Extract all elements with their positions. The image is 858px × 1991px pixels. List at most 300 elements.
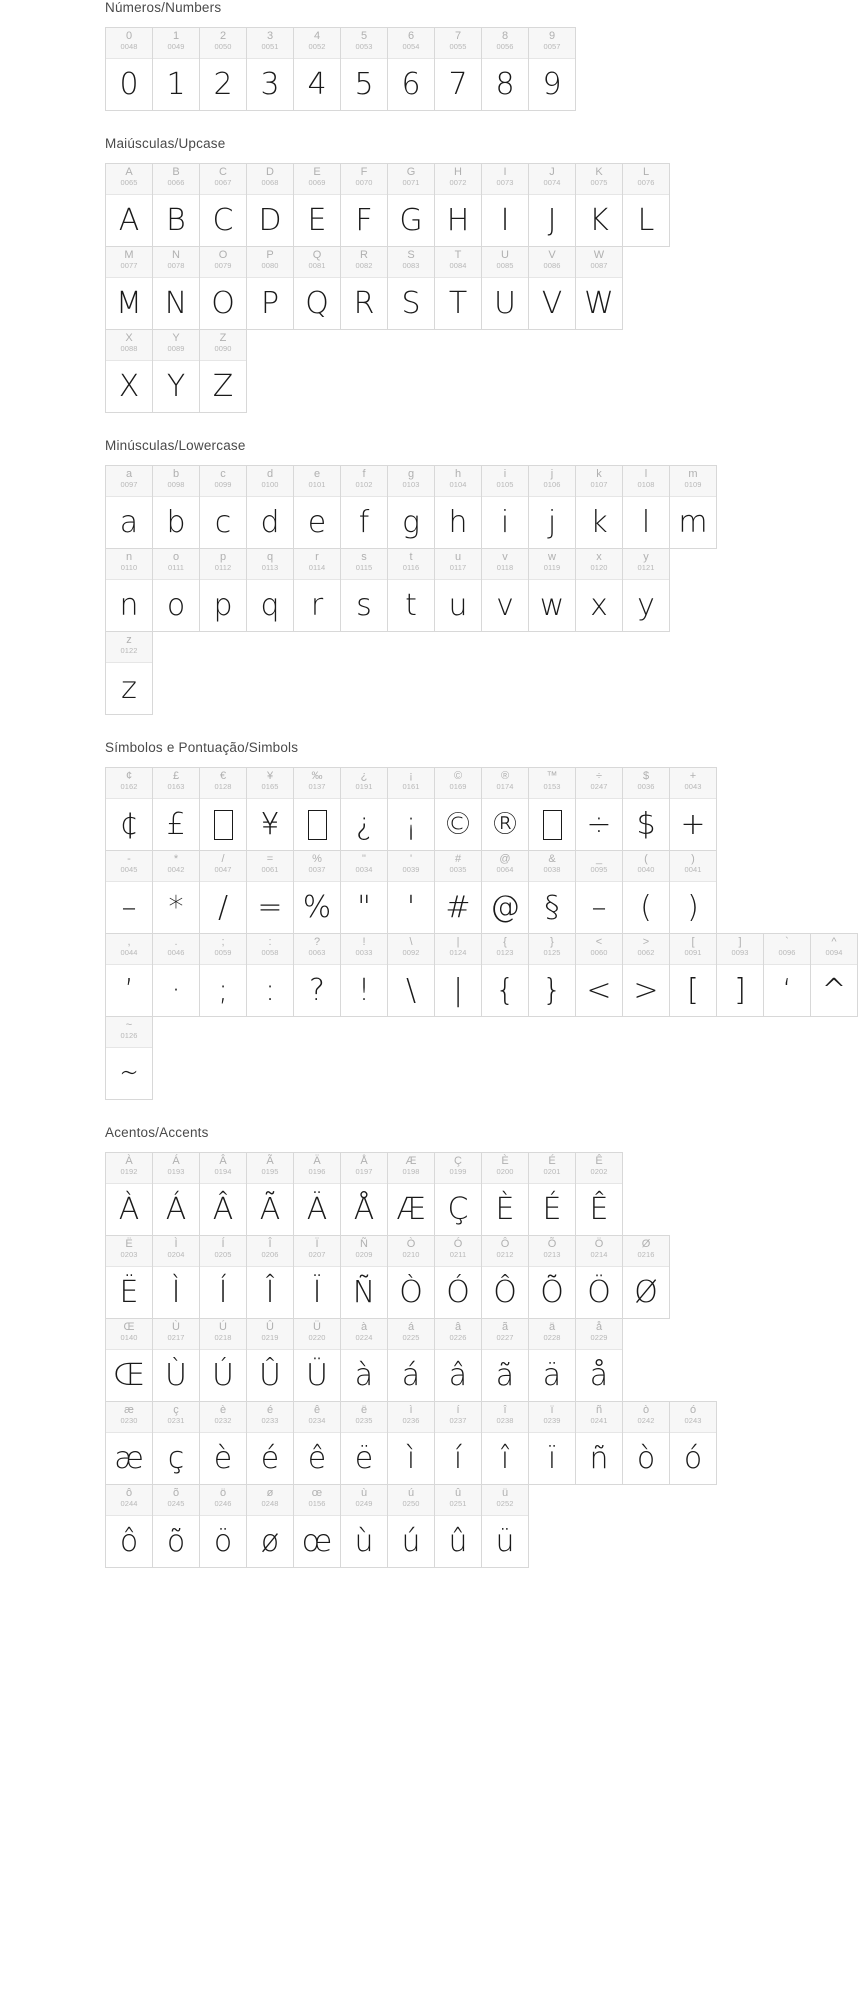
glyph-char-label: ¡	[409, 770, 413, 782]
glyph-cell[interactable]	[623, 851, 670, 934]
glyph-char-label: È	[501, 1155, 509, 1167]
glyph-sample: ®	[490, 806, 520, 842]
glyph-cell[interactable]	[576, 768, 623, 851]
glyph-sample: ^	[821, 972, 847, 1008]
glyph-cell[interactable]	[388, 1402, 435, 1485]
glyph-char-label: L	[642, 166, 650, 178]
glyph-cell[interactable]	[153, 1485, 200, 1568]
glyph-char-label: F	[360, 166, 368, 178]
glyph-sample: q	[260, 587, 280, 623]
glyph-char-label: 2	[219, 30, 227, 42]
glyph-cell-header	[200, 1485, 246, 1516]
glyph-cell[interactable]	[341, 1236, 388, 1319]
glyph-sample: !	[357, 972, 371, 1008]
glyph-code-label: 0098	[167, 480, 185, 489]
glyph-cell[interactable]	[435, 768, 482, 851]
glyph-cell[interactable]	[388, 768, 435, 851]
glyph-cell-header	[482, 1153, 528, 1184]
glyph-cell[interactable]	[200, 549, 247, 632]
glyph-cell-header	[435, 1485, 481, 1516]
glyph-cell[interactable]	[764, 934, 811, 1017]
glyph-sample: ç	[167, 1440, 185, 1476]
glyph-cell[interactable]	[153, 1402, 200, 1485]
glyph-cell-header	[341, 466, 387, 497]
glyph-cell-header	[529, 1402, 575, 1433]
glyph-code-label: 0034	[355, 865, 373, 874]
glyph-cell[interactable]	[200, 934, 247, 1017]
glyph-char-label: ï	[550, 1404, 554, 1416]
glyph-cell[interactable]	[576, 247, 623, 330]
glyph-cell-header	[294, 164, 340, 195]
glyph-char-label: ú	[407, 1487, 415, 1499]
glyph-cell[interactable]	[482, 466, 529, 549]
glyph-code-label: 0210	[402, 1250, 420, 1259]
glyph-char-label: i	[503, 468, 507, 480]
glyph-char-label: Í	[221, 1238, 225, 1250]
glyph-cell-header	[106, 330, 152, 361]
glyph-cell[interactable]	[294, 1153, 341, 1236]
glyph-cell[interactable]	[341, 1402, 388, 1485]
glyph-cell[interactable]	[294, 28, 341, 111]
glyph-cell[interactable]	[482, 1402, 529, 1485]
glyph-cell-header	[247, 1402, 293, 1433]
glyph-cell[interactable]	[388, 247, 435, 330]
glyph-cell[interactable]	[247, 1153, 294, 1236]
glyph-sample: ’	[124, 972, 134, 1008]
glyph-cell[interactable]	[670, 466, 717, 549]
glyph-sample: Ú	[212, 1357, 234, 1393]
glyph-cell[interactable]	[576, 1319, 623, 1402]
glyph-cell[interactable]	[247, 466, 294, 549]
glyph-cell[interactable]	[388, 28, 435, 111]
glyph-code-label: 0169	[449, 782, 467, 791]
glyph-cell-header	[247, 466, 293, 497]
glyph-char-label: b	[172, 468, 180, 480]
glyph-cell[interactable]	[341, 1153, 388, 1236]
glyph-char-label: @	[499, 853, 511, 865]
glyph-cell[interactable]	[388, 466, 435, 549]
glyph-char-label: x	[596, 551, 602, 563]
glyph-cell[interactable]	[106, 1017, 153, 1100]
glyph-char-label: A	[125, 166, 133, 178]
glyph-cell[interactable]	[200, 28, 247, 111]
glyph-cell[interactable]	[576, 1402, 623, 1485]
glyph-sample: î	[500, 1440, 510, 1476]
glyph-cell[interactable]	[341, 28, 388, 111]
glyph-cell[interactable]	[153, 28, 200, 111]
glyph-sample: §	[544, 889, 560, 925]
glyph-cell[interactable]	[247, 1402, 294, 1485]
glyph-cell[interactable]	[623, 164, 670, 247]
glyph-cell[interactable]	[247, 1485, 294, 1568]
glyph-cell[interactable]	[106, 1236, 153, 1319]
glyph-cell[interactable]	[529, 1153, 576, 1236]
glyph-cell[interactable]	[576, 1153, 623, 1236]
glyph-cell[interactable]	[482, 851, 529, 934]
glyph-cell[interactable]	[388, 549, 435, 632]
glyph-cell-header	[623, 164, 669, 195]
glyph-cell[interactable]	[670, 1402, 717, 1485]
glyph-cell[interactable]	[670, 934, 717, 1017]
glyph-cell[interactable]	[200, 851, 247, 934]
glyph-sample: Å	[353, 1191, 375, 1227]
glyph-cell[interactable]	[623, 549, 670, 632]
glyph-cell[interactable]	[247, 247, 294, 330]
glyph-code-label: 0040	[637, 865, 655, 874]
glyph-cell[interactable]	[576, 164, 623, 247]
glyph-cell[interactable]	[529, 851, 576, 934]
glyph-cell[interactable]	[576, 1236, 623, 1319]
glyph-cell[interactable]	[576, 851, 623, 934]
glyph-cell-header	[623, 768, 669, 799]
glyph-cell[interactable]	[341, 851, 388, 934]
glyph-cell[interactable]	[623, 768, 670, 851]
glyph-cell-header	[341, 1485, 387, 1516]
glyph-sample: A	[118, 202, 140, 238]
glyph-cell[interactable]	[294, 164, 341, 247]
glyph-cell[interactable]	[388, 934, 435, 1017]
glyph-char-label: Î	[268, 1238, 272, 1250]
glyph-cell[interactable]	[529, 1236, 576, 1319]
glyph-cell[interactable]	[294, 247, 341, 330]
glyph-char-label: t	[409, 551, 413, 563]
glyph-cell[interactable]	[247, 1236, 294, 1319]
glyph-cell[interactable]	[247, 934, 294, 1017]
glyph-sample: R	[353, 285, 375, 321]
glyph-cell[interactable]	[435, 164, 482, 247]
glyph-char-label: &	[548, 853, 556, 865]
glyph-cell-header	[153, 1402, 199, 1433]
glyph-sample: w	[539, 587, 565, 623]
glyph-cell[interactable]	[153, 466, 200, 549]
glyph-sample: l	[641, 504, 651, 540]
glyph-cell[interactable]	[341, 768, 388, 851]
glyph-cell[interactable]	[153, 164, 200, 247]
glyph-cell[interactable]	[482, 1236, 529, 1319]
glyph-char-label: +	[689, 770, 697, 782]
glyph-cell[interactable]	[106, 1402, 153, 1485]
glyph-cell[interactable]	[294, 1319, 341, 1402]
glyph-cell[interactable]	[106, 768, 153, 851]
glyph-cell[interactable]	[482, 1153, 529, 1236]
glyph-sample: T	[448, 285, 468, 321]
glyph-code-label: 0094	[825, 948, 843, 957]
glyph-cell[interactable]	[341, 1485, 388, 1568]
glyph-char-label: M	[124, 249, 134, 261]
glyph-sample: ö	[213, 1523, 233, 1559]
glyph-code-label: 0068	[261, 178, 279, 187]
glyph-code-label: 0060	[590, 948, 608, 957]
glyph-sample: û	[448, 1523, 468, 1559]
glyph-char-label: û	[454, 1487, 462, 1499]
glyph-char-label: "	[362, 853, 366, 865]
glyph-sample: ?	[309, 972, 325, 1008]
glyph-cell[interactable]	[294, 851, 341, 934]
glyph-cell[interactable]	[200, 466, 247, 549]
glyph-cell[interactable]	[341, 164, 388, 247]
glyph-sample: ï	[547, 1440, 557, 1476]
glyph-cell[interactable]	[247, 164, 294, 247]
glyph-char-label: w	[548, 551, 556, 563]
glyph-cell[interactable]	[576, 466, 623, 549]
glyph-sample: Ò	[399, 1274, 423, 1310]
glyph-char-label: e	[313, 468, 321, 480]
glyph-cell[interactable]	[670, 768, 717, 851]
glyph-cell[interactable]	[341, 247, 388, 330]
glyph-cell[interactable]	[435, 1485, 482, 1568]
glyph-sample: È	[495, 1191, 515, 1227]
glyph-cell[interactable]	[106, 549, 153, 632]
glyph-cell[interactable]	[529, 549, 576, 632]
glyph-cell[interactable]	[482, 768, 529, 851]
glyph-code-label: 0084	[449, 261, 467, 270]
glyph-section	[0, 740, 847, 1100]
glyph-sample: ì	[406, 1440, 416, 1476]
glyph-cell-header	[576, 1402, 622, 1433]
glyph-cell[interactable]	[200, 1319, 247, 1402]
glyph-sample: \	[405, 972, 417, 1008]
glyph-cell[interactable]	[247, 549, 294, 632]
glyph-sample: Á	[165, 1191, 187, 1227]
glyph-cell[interactable]	[153, 768, 200, 851]
glyph-cell[interactable]	[435, 466, 482, 549]
glyph-sample: Ü	[306, 1357, 328, 1393]
glyph-cell[interactable]	[106, 1485, 153, 1568]
glyph-cell[interactable]	[153, 247, 200, 330]
glyph-cell-header	[106, 1017, 152, 1048]
glyph-cell[interactable]	[388, 851, 435, 934]
glyph-cell[interactable]	[482, 247, 529, 330]
glyph-code-label: 0124	[449, 948, 467, 957]
glyph-grid	[105, 27, 800, 111]
glyph-cell[interactable]	[341, 549, 388, 632]
glyph-cell[interactable]	[153, 1153, 200, 1236]
glyph-cell[interactable]	[153, 549, 200, 632]
glyph-cell[interactable]	[153, 851, 200, 934]
glyph-cell[interactable]	[529, 934, 576, 1017]
glyph-cell-header	[153, 1236, 199, 1267]
glyph-cell-header	[106, 1153, 152, 1184]
glyph-cell[interactable]	[388, 1319, 435, 1402]
glyph-cell[interactable]	[294, 1402, 341, 1485]
glyph-row	[105, 548, 670, 632]
glyph-code-label: 0041	[684, 865, 702, 874]
glyph-code-label: 0216	[637, 1250, 655, 1259]
glyph-code-label: 0114	[308, 563, 326, 572]
glyph-cell[interactable]	[529, 247, 576, 330]
glyph-cell[interactable]	[435, 1319, 482, 1402]
glyph-cell[interactable]	[717, 934, 764, 1017]
glyph-code-label: 0211	[449, 1250, 467, 1259]
glyph-cell[interactable]	[482, 1319, 529, 1402]
glyph-sample: K	[589, 202, 609, 238]
glyph-code-label: 0076	[637, 178, 655, 187]
glyph-sample: Ø	[634, 1274, 658, 1310]
glyph-sample: õ	[166, 1523, 186, 1559]
glyph-cell[interactable]	[435, 1402, 482, 1485]
glyph-char-label: d	[266, 468, 274, 480]
glyph-row	[105, 631, 153, 715]
glyph-cell-header	[529, 1153, 575, 1184]
glyph-cell[interactable]	[623, 934, 670, 1017]
glyph-cell[interactable]	[435, 934, 482, 1017]
glyph-char-label: Ä	[313, 1155, 321, 1167]
glyph-cell[interactable]	[106, 1153, 153, 1236]
glyph-code-label: 0067	[214, 178, 232, 187]
glyph-cell[interactable]	[200, 1236, 247, 1319]
glyph-cell[interactable]	[388, 1485, 435, 1568]
glyph-cell[interactable]	[247, 851, 294, 934]
glyph-cell[interactable]	[482, 1485, 529, 1568]
glyph-sample: ©	[443, 806, 473, 842]
glyph-cell[interactable]	[153, 1319, 200, 1402]
glyph-cell[interactable]	[200, 768, 247, 851]
glyph-cell[interactable]	[200, 247, 247, 330]
glyph-cell[interactable]	[153, 1236, 200, 1319]
glyph-code-label: 0101	[308, 480, 326, 489]
glyph-char-label: -	[127, 853, 131, 865]
glyph-cell[interactable]	[106, 164, 153, 247]
glyph-char-label: !	[362, 936, 366, 948]
glyph-cell[interactable]	[529, 164, 576, 247]
glyph-sample: £	[166, 806, 186, 842]
glyph-sample: â	[448, 1357, 468, 1393]
glyph-cell[interactable]	[200, 330, 247, 413]
glyph-cell-header	[200, 330, 246, 361]
glyph-cell[interactable]	[341, 934, 388, 1017]
glyph-cell[interactable]	[623, 466, 670, 549]
glyph-cell-header	[153, 1319, 199, 1350]
glyph-char-label: I	[503, 166, 507, 178]
glyph-char-label: 4	[313, 30, 321, 42]
glyph-cell[interactable]	[106, 247, 153, 330]
glyph-code-label: 0085	[496, 261, 514, 270]
glyph-cell[interactable]	[435, 1236, 482, 1319]
glyph-cell[interactable]	[294, 768, 341, 851]
glyph-cell[interactable]	[294, 549, 341, 632]
glyph-cell-header	[623, 934, 669, 965]
glyph-cell[interactable]	[435, 851, 482, 934]
glyph-cell[interactable]	[576, 549, 623, 632]
glyph-code-label: 0117	[449, 563, 467, 572]
glyph-cell[interactable]	[529, 768, 576, 851]
glyph-sample: F	[355, 202, 373, 238]
glyph-cell[interactable]	[106, 851, 153, 934]
glyph-cell-header	[341, 28, 387, 59]
glyph-cell[interactable]	[106, 330, 153, 413]
glyph-sample: b	[166, 504, 186, 540]
glyph-cell[interactable]	[435, 1153, 482, 1236]
glyph-cell[interactable]	[623, 1236, 670, 1319]
glyph-char-label: ò	[642, 1404, 650, 1416]
glyph-cell[interactable]	[341, 1319, 388, 1402]
glyph-cell[interactable]	[435, 247, 482, 330]
glyph-code-label: 0191	[355, 782, 373, 791]
glyph-cell[interactable]	[482, 549, 529, 632]
glyph-cell[interactable]	[388, 164, 435, 247]
glyph-cell[interactable]	[153, 934, 200, 1017]
glyph-cell[interactable]	[200, 1402, 247, 1485]
glyph-sample: 2	[213, 66, 233, 102]
glyph-cell[interactable]	[200, 164, 247, 247]
glyph-char-label: k	[596, 468, 602, 480]
glyph-code-label: 0165	[261, 782, 279, 791]
glyph-cell[interactable]	[388, 1153, 435, 1236]
glyph-char-label: h	[454, 468, 462, 480]
glyph-cell[interactable]	[247, 768, 294, 851]
glyph-cell-header	[576, 466, 622, 497]
glyph-sample: Ù	[165, 1357, 187, 1393]
glyph-sample: (	[640, 889, 652, 925]
glyph-sample: s	[356, 587, 372, 623]
glyph-cell[interactable]	[623, 1402, 670, 1485]
glyph-cell[interactable]	[247, 1319, 294, 1402]
glyph-cell[interactable]	[435, 549, 482, 632]
glyph-cell[interactable]	[670, 851, 717, 934]
glyph-cell[interactable]	[388, 1236, 435, 1319]
glyph-cell[interactable]	[106, 632, 153, 715]
glyph-cell[interactable]	[106, 28, 153, 111]
glyph-char-label: à	[360, 1321, 368, 1333]
glyph-cell[interactable]	[435, 28, 482, 111]
glyph-sample: C	[212, 202, 234, 238]
glyph-cell[interactable]	[529, 1402, 576, 1485]
glyph-sample: Œ	[112, 1357, 146, 1393]
glyph-sample: }	[542, 972, 562, 1008]
glyph-cell[interactable]	[294, 1236, 341, 1319]
glyph-code-label: 0108	[637, 480, 655, 489]
glyph-char-label: Ç	[454, 1155, 462, 1167]
glyph-code-label: 0033	[355, 948, 373, 957]
glyph-cell-header	[247, 164, 293, 195]
glyph-cell[interactable]	[294, 1485, 341, 1568]
glyph-cell-header	[435, 934, 481, 965]
glyph-cell[interactable]	[482, 28, 529, 111]
glyph-cell[interactable]	[482, 164, 529, 247]
glyph-sample: e	[307, 504, 327, 540]
glyph-cell[interactable]	[200, 1485, 247, 1568]
glyph-cell[interactable]	[200, 1153, 247, 1236]
glyph-cell[interactable]	[294, 466, 341, 549]
glyph-cell[interactable]	[294, 934, 341, 1017]
glyph-code-label: 0099	[214, 480, 232, 489]
glyph-sample: +	[680, 806, 706, 842]
glyph-cell-header	[153, 549, 199, 580]
glyph-cell[interactable]	[247, 28, 294, 111]
glyph-sample: z	[121, 670, 137, 706]
glyph-cell[interactable]	[811, 934, 858, 1017]
glyph-code-label: 0213	[543, 1250, 561, 1259]
glyph-cell[interactable]	[106, 934, 153, 1017]
glyph-char-label: ™	[546, 770, 558, 782]
glyph-cell[interactable]	[482, 934, 529, 1017]
glyph-cell[interactable]	[341, 466, 388, 549]
glyph-cell[interactable]	[106, 466, 153, 549]
glyph-cell[interactable]	[106, 1319, 153, 1402]
glyph-cell-header	[106, 549, 152, 580]
glyph-code-label: 0125	[543, 948, 561, 957]
glyph-code-label: 0201	[543, 1167, 561, 1176]
glyph-code-label: 0231	[167, 1416, 185, 1425]
glyph-cell[interactable]	[529, 28, 576, 111]
glyph-code-label: 0161	[402, 782, 420, 791]
glyph-section	[0, 136, 800, 413]
glyph-grid	[105, 465, 800, 715]
glyph-cell[interactable]	[529, 466, 576, 549]
glyph-cell[interactable]	[153, 330, 200, 413]
glyph-cell[interactable]	[576, 934, 623, 1017]
glyph-cell[interactable]	[529, 1319, 576, 1402]
